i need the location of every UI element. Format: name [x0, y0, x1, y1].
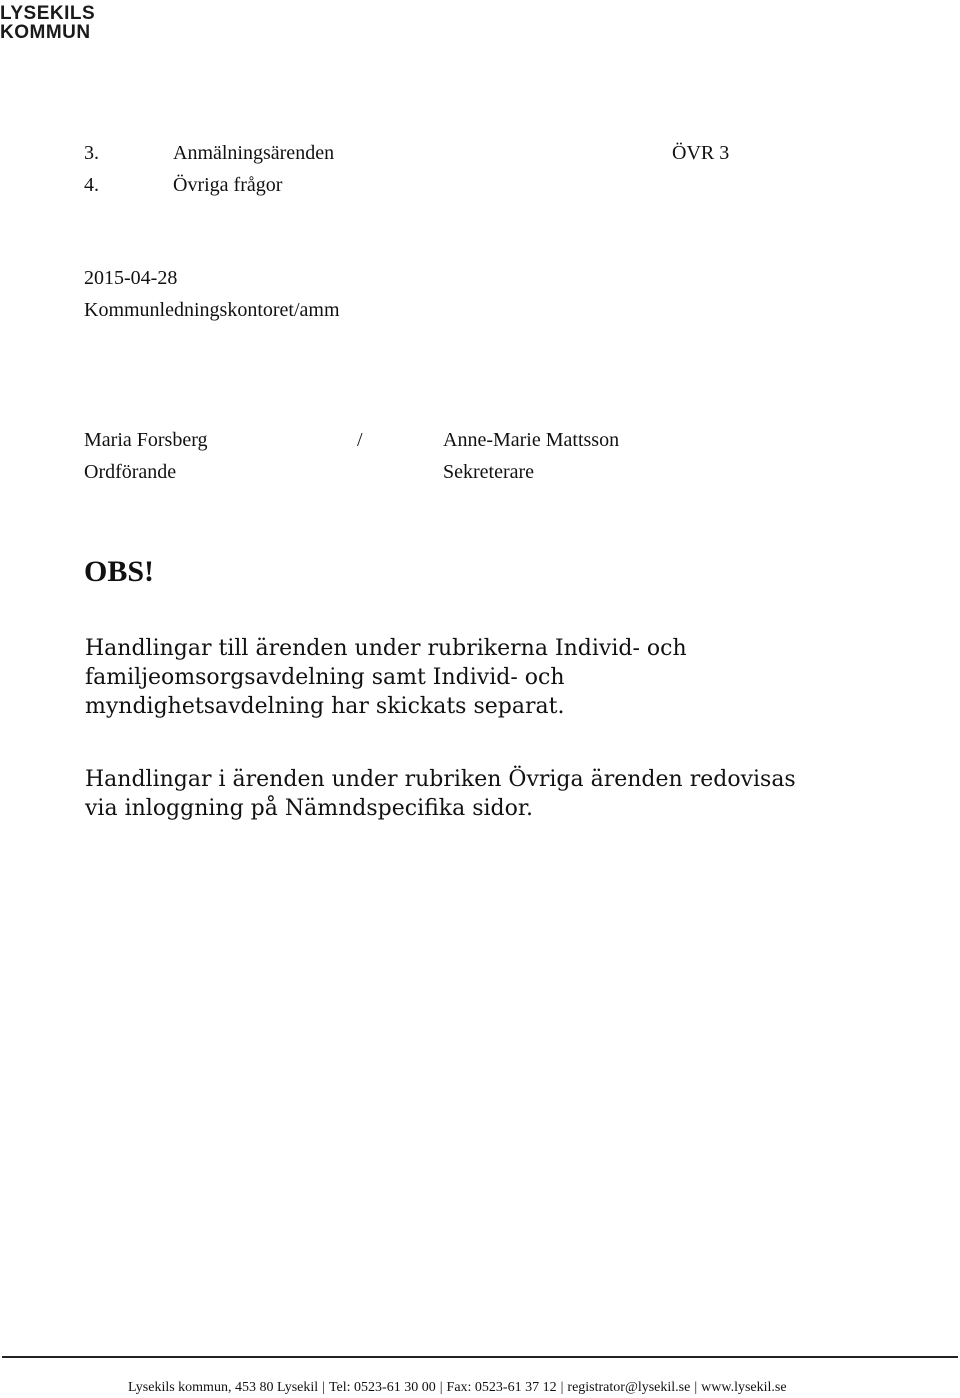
footer-separator: |: [322, 1380, 325, 1395]
agenda-item-number: 3.: [84, 142, 99, 164]
footer-phone: Tel: 0523-61 30 00: [328, 1380, 436, 1395]
chair-role: Ordförande: [84, 461, 177, 483]
agenda-item-number: 4.: [84, 174, 99, 196]
footer-contact: [128, 1379, 787, 1397]
footer-address: Lysekils kommun, 453 80 Lysekil: [128, 1380, 319, 1395]
secretary-role: Sekreterare: [443, 461, 535, 483]
document-date: 2015-04-28: [84, 267, 178, 289]
issuing-office: Kommunledningskontoret/amm: [84, 299, 340, 321]
logo-line-2: KOMMUN: [0, 22, 91, 43]
agenda-item-title: Anmälningsärenden: [173, 142, 335, 164]
lysekils-kommun-logo: [0, 4, 95, 42]
chair-name: Maria Forsberg: [84, 429, 208, 451]
footer-separator: |: [439, 1380, 443, 1395]
footer-website: www.lysekil.se: [701, 1380, 787, 1395]
logo-line-1: LYSEKILS: [0, 3, 96, 24]
footer-separator: |: [694, 1380, 698, 1395]
signature-separator: /: [357, 429, 363, 451]
notice-paragraph-separate-documents: Handlingar till ärenden under rubrikerna Individ- och familjeomsorgsavdelning samt Individ- och myndighetsavdelning har skickats separat.: [85, 636, 687, 719]
notice-paragraph-login-documents: Handlingar i ärenden under rubriken Övriga ärenden redovisas via inloggning på Nämndspecifika sidor.: [85, 767, 796, 821]
footer-divider: [2, 1356, 958, 1358]
footer-fax: Fax: 0523-61 37 12: [446, 1380, 557, 1395]
secretary-name: Anne-Marie Mattsson: [443, 429, 620, 451]
agenda-item-title: Övriga frågor: [173, 174, 283, 196]
footer-separator: |: [560, 1380, 564, 1395]
notice-heading: OBS!: [84, 555, 155, 588]
agenda-item-reference: ÖVR 3: [672, 142, 730, 164]
footer-email: registrator@lysekil.se: [567, 1380, 691, 1395]
